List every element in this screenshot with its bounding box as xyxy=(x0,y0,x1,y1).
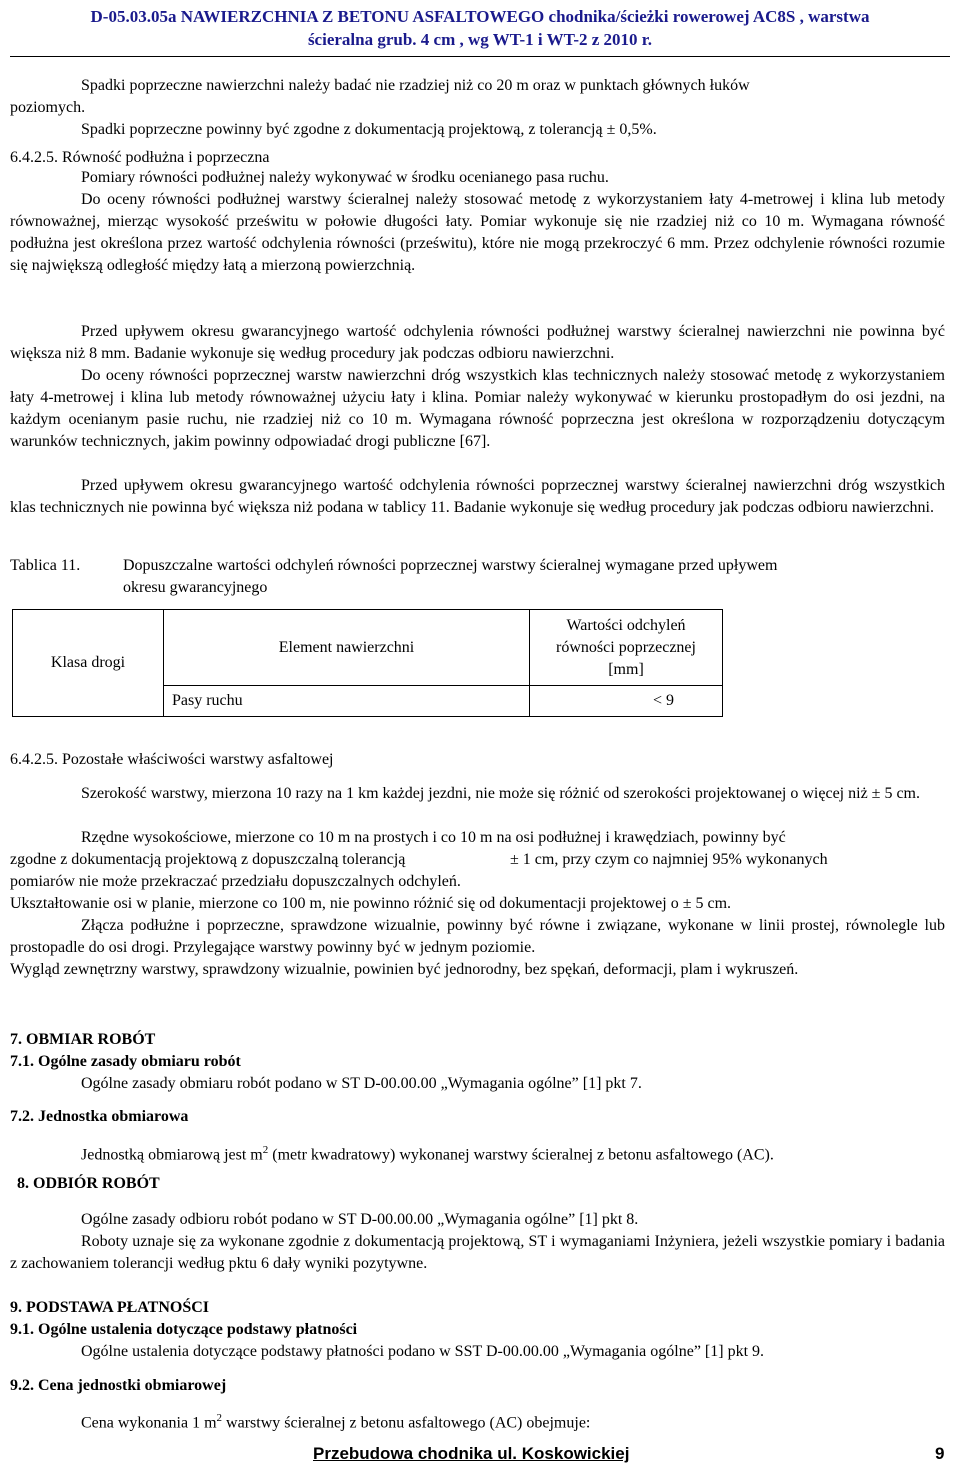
section-heading-6425-other: 6.4.2.5. Pozostałe właściwości warstwy asfaltowej xyxy=(10,751,334,768)
header-rule xyxy=(10,56,950,57)
para-slope-1-line-1: Spadki poprzeczne nawierzchni należy badać nie rzadziej niż co 20 m oraz w punktach głównych łuków xyxy=(81,77,750,94)
para-measure-location: Pomiary równości podłużnej należy wykonywać w środku ocenianego pasa ruchu. xyxy=(81,169,609,186)
section-7-2-heading: 7.2. Jednostka obmiarowa xyxy=(10,1108,189,1125)
para-levels-line-1: Rzędne wysokościowe, mierzone co 10 m na prostych i co 10 m na osi podłużnej i krawędziach, powinny być xyxy=(81,829,786,846)
table-cell-element: Pasy ruchu xyxy=(164,686,530,717)
para-joints: Złącza podłużne i poprzeczne, sprawdzone wizualnie, powinny być równe i związane, wykonane w linii prostej, równolegle lub prostopadle do osi drogi. Przylegające warstwy powinny być w jednym poziomie. xyxy=(10,917,945,956)
page-number: 9 xyxy=(935,1444,945,1463)
para-payment-rules: Ogólne ustalenia dotyczące podstawy płatności podano w SST D-00.00.00 „Wymagania ogólne” [1] pkt 9. xyxy=(81,1343,765,1360)
section-9-1-heading: 9.1. Ogólne ustalenia dotyczące podstawy płatności xyxy=(10,1321,358,1338)
section-9-heading: 9. PODSTAWA PŁATNOŚCI xyxy=(10,1299,209,1316)
para-unit-sup: 2 xyxy=(262,1144,269,1156)
para-acceptance: Roboty uznaje się za wykonane zgodnie z dokumentacją projektową, ST i wymaganiami Inżyniera, jeżeli wszystkie pomiary i badania z zachowaniem tolerancji według pktu 6 dały wyniki pozytywne. xyxy=(10,1233,945,1272)
section-9-2-heading: 9.2. Cena jednostki obmiarowej xyxy=(10,1377,227,1394)
para-warranty-transverse: Przed upływem okresu gwarancyjnego wartość odchylenia równości poprzecznej warstwy ścieralnej nawierzchni dróg wszystkich klas technicznych nie powinna być większa niż podana w tablicy 11. Badanie wykonuje się według procedury jak podczas odbioru nawierzchni. xyxy=(10,477,945,516)
table-caption-line-2: okresu gwarancyjnego xyxy=(123,579,268,596)
para-unit-price xyxy=(81,1407,590,1434)
table-header-road-class: Klasa drogi xyxy=(13,610,164,717)
para-width: Szerokość warstwy, mierzona 10 razy na 1 km każdej jezdni, nie może się różnić od szerokości projektowanej o więcej niż ± 5 cm. xyxy=(81,785,920,802)
para-appearance: Wygląd zewnętrzny warstwy, sprawdzony wizualnie, powinien być jednorodny, bez spękań, deformacji, plam i wykruszeń. xyxy=(10,961,799,978)
para-acceptance-rules: Ogólne zasady odbioru robót podano w ST D-00.00.00 „Wymagania ogólne” [1] pkt 8. xyxy=(81,1211,639,1228)
para-unit-price-text-b: warstwy ścieralnej z betonu asfaltowego (AC) obejmuje: xyxy=(222,1414,591,1432)
table-header-element: Element nawierzchni xyxy=(164,610,530,686)
para-levels-line-2a: zgodne z dokumentacją projektową z dopuszczalną tolerancją xyxy=(10,851,406,868)
section-7-1-heading: 7.1. Ogólne zasady obmiaru robót xyxy=(10,1053,241,1070)
para-slope-2: Spadki poprzeczne powinny być zgodne z dokumentacją projektową, z tolerancją ± 0,5%. xyxy=(81,121,657,138)
para-levels-line-3: pomiarów nie może przekraczać przedziału dopuszczalnych odchyleń. xyxy=(10,873,461,890)
table-header-values-line-2: równości poprzecznej xyxy=(556,638,696,656)
section-8-heading: 8. ODBIÓR ROBÓT xyxy=(17,1175,160,1192)
para-measurement-rules: Ogólne zasady obmiaru robót podano w ST D-00.00.00 „Wymagania ogólne” [1] pkt 7. xyxy=(81,1075,642,1092)
para-slope-1-line-2: poziomych. xyxy=(10,99,86,116)
section-7-heading: 7. OBMIAR ROBÓT xyxy=(10,1031,156,1048)
footer-title: Przebudowa chodnika ul. Koskowickiej xyxy=(313,1444,630,1463)
table-11 xyxy=(12,609,723,717)
table-header-values xyxy=(530,610,723,686)
para-axis: Ukształtowanie osi w planie, mierzone co 100 m, nie powinno różnić się od dokumentacji projektowej o ± 5 cm. xyxy=(10,895,732,912)
table-header-values-line-1: Wartości odchyleń xyxy=(566,616,686,634)
header-line-2: ścieralna grub. 4 cm , wg WT-1 i WT-2 z 2010 r. xyxy=(307,30,653,49)
table-cell-value: < 9 xyxy=(530,686,723,717)
table-header-values-line-3: [mm] xyxy=(608,660,644,678)
para-levels-line-2b: ± 1 cm, przy czym co najmniej 95% wykonanych xyxy=(510,851,828,868)
para-unit-price-text-a: Cena wykonania 1 m xyxy=(81,1414,217,1432)
table-caption-line-1: Dopuszczalne wartości odchyleń równości poprzecznej warstwy ścieralnej wymagane przed upływem xyxy=(123,557,778,574)
para-unit-text-b: (metr kwadratowy) wykonanej warstwy ścieralnej z betonu asfaltowego (AC). xyxy=(268,1146,774,1164)
para-warranty-longitudinal: Przed upływem okresu gwarancyjnego wartość odchylenia równości podłużnej warstwy ścieralnej nawierzchni nie powinna być większa niż 8 mm. Badanie wykonuje się według procedury jak podczas odbioru nawierzchni. xyxy=(10,323,945,362)
para-unit-price-sup: 2 xyxy=(216,1412,223,1424)
header-line-1: D-05.03.05a NAWIERZCHNIA Z BETONU ASFALTOWEGO chodnika/ścieżki rowerowej AC8S , warstwa xyxy=(90,7,870,26)
para-unit-text-a: Jednostką obmiarową jest m xyxy=(81,1146,263,1164)
section-heading-6425: 6.4.2.5. Równość podłużna i poprzeczna xyxy=(10,149,270,166)
para-longitudinal-evenness: Do oceny równości podłużnej warstwy ścieralnej należy stosować metodę z wykorzystaniem łaty 4-metrowej i klina lub metody równoważnej, mierząc wysokość prześwitu w połowie długości łaty. Pomiar wykonuje się nie rzadziej niż co 10 m. Wymagana równość podłużna jest określona przez wartość odchylenia równości (prześwitu), które nie mogą przekroczyć 6 mm. Przez odchylenie równości rozumie się największą odległość między łatą a mierzoną powierzchnią. xyxy=(10,191,945,274)
para-transverse-evenness: Do oceny równości poprzecznej warstw nawierzchni dróg wszystkich klas technicznych należy stosować metodę z wykorzystaniem łaty 4-metrowej i klina lub metody równoważnej użyciu łaty i klina. Pomiar należy wykonywać w kierunku prostopadłym do osi jezdni, na każdym ocenianym pasie ruchu, nie rzadziej niż co 10 m. Wymagana równość poprzeczna jest określona w rozporządzeniu dotyczącym warunków technicznych, jakim powinny odpowiadać drogi publiczne [67]. xyxy=(10,367,945,450)
table-label: Tablica 11. xyxy=(10,557,81,574)
para-unit xyxy=(81,1139,774,1166)
